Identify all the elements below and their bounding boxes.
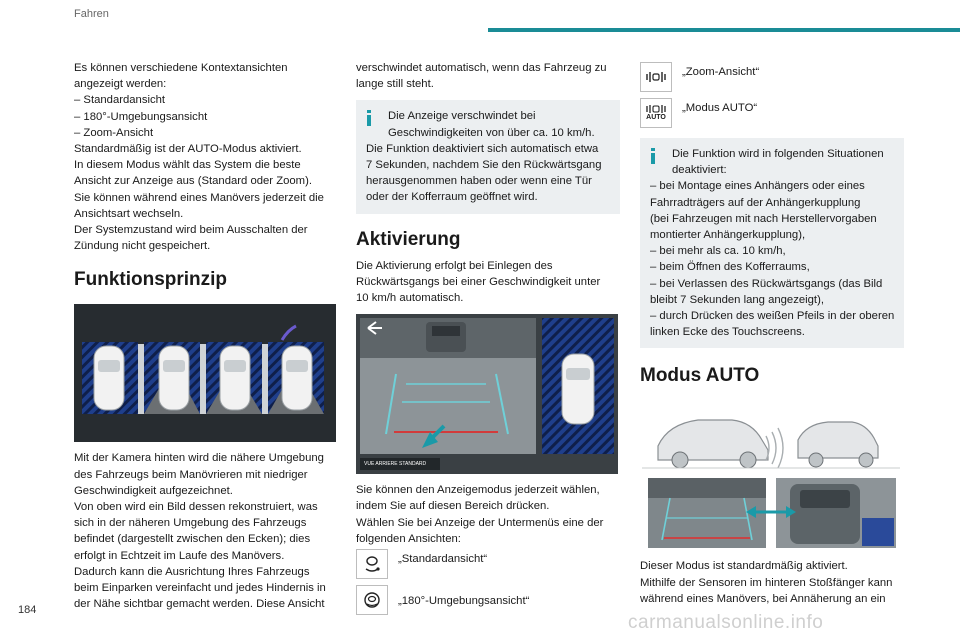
mode-select-text	[356, 482, 620, 547]
text-line: 10 km/h automatisch.	[356, 292, 464, 305]
text-line: – bei Verlassen des Rückwärtsgangs (das Bild	[650, 277, 883, 290]
text-line: Sie können den Anzeigemodus jederzeit wählen,	[356, 484, 600, 497]
text-line: – Standardansicht	[74, 94, 166, 107]
mode-item-standard	[356, 549, 620, 579]
top-view-illustration	[74, 304, 336, 442]
text-line: Ansicht zur Anzeige aus (Standard oder Zoom).	[74, 175, 312, 188]
top-view-cars-graphic	[74, 304, 336, 442]
info-box-deactivation	[640, 138, 904, 348]
text-line: herausgenommen haben oder wenn eine Tür	[366, 175, 592, 188]
text-line: Rückwärtsgangs bei einer Geschwindigkeit unter	[356, 275, 601, 288]
column-3	[640, 60, 904, 607]
mode-label: „Standardansicht“	[398, 553, 488, 566]
text-line: montierter Anhängerkupplung),	[650, 229, 806, 242]
text-line: deaktiviert:	[672, 164, 727, 177]
mode-item-zoom	[640, 62, 904, 92]
text-line: folgenden Ansichten:	[356, 532, 461, 545]
section-heading-aktivierung: Aktivierung	[356, 228, 461, 250]
text-line: sich in der näheren Umgebung des Fahrzeugs	[74, 517, 307, 530]
page-number: 184	[18, 604, 37, 616]
text-line: indem Sie auf diesen Bereich drücken.	[356, 500, 550, 513]
mode-item-180	[356, 585, 620, 615]
text-line: Der Systemzustand wird beim Ausschalten der	[74, 224, 308, 237]
text-line: Wählen Sie bei Anzeige der Untermenüs eine der	[356, 516, 604, 529]
principle-text	[74, 450, 336, 612]
text-line: oder der Kofferraum geöffnet wird.	[366, 191, 538, 204]
text-line: lange still steht.	[356, 78, 434, 91]
auto-mode-icon	[640, 98, 672, 128]
camera-view-label[interactable]: VUE ARRIERE STANDARD	[364, 461, 427, 468]
rear-camera-graphic	[356, 314, 618, 474]
chapter-title: Fahren	[74, 8, 109, 20]
zoom-view-icon	[640, 62, 672, 92]
intro-text	[74, 60, 336, 254]
text-line: In diesem Modus wählt das System die beste	[74, 159, 301, 172]
mode-label: „Zoom-Ansicht“	[682, 66, 760, 78]
header-accent-bar	[488, 28, 960, 32]
text-line: Dieser Modus ist standardmäßig aktiviert.	[640, 560, 848, 573]
auto-mode-illustration	[640, 400, 902, 550]
mode-item-auto	[640, 98, 904, 128]
mode-label: „180°-Umgebungsansicht“	[398, 595, 530, 608]
column-2	[356, 60, 620, 621]
text-line: befindet (dargestellt zwischen den Ecken); dies	[74, 533, 311, 546]
text-line: der Nähe sichtbar gemacht werden. Diese Ansicht	[74, 598, 325, 611]
text-line: erfolgt in Echtzeit im Laufe des Manövers.	[74, 549, 285, 562]
text-line: – bei mehr als ca. 10 km/h,	[650, 245, 786, 258]
watermark: carmanualsonline.info	[628, 612, 824, 633]
180-view-icon	[356, 585, 388, 615]
text-line: Mit der Kamera hinten wird die nähere Umgebung	[74, 452, 324, 465]
text-line: – 180°-Umgebungsansicht	[74, 110, 208, 123]
text-line: verschwindet automatisch, wenn das Fahrzeug zu	[356, 62, 607, 74]
text-line: – beim Öffnen des Kofferraums,	[650, 261, 810, 274]
text-line: (bei Fahrzeugen mit nach Herstellervorgaben	[650, 212, 877, 225]
text-line: Geschwindigkeit aufgezeichnet.	[74, 484, 233, 497]
text-line: – Zoom-Ansicht	[74, 126, 154, 139]
text-line: während eines Manövers, bei Annäherung an ein	[640, 592, 886, 605]
text-line: Geschwindigkeiten von über ca. 10 km/h.	[388, 126, 595, 139]
section-heading-modus-auto: Modus AUTO	[640, 365, 760, 387]
info-box-display	[356, 100, 620, 213]
text-line: – durch Drücken des weißen Pfeils in der oberen	[650, 310, 895, 323]
column-1	[74, 60, 336, 612]
info-icon	[650, 148, 656, 164]
text-line: Mithilfe der Sensoren im hinteren Stoßfänger kann	[640, 576, 893, 589]
text-line: Fahrradträgers auf der Anhängerkupplung	[650, 196, 861, 209]
text-line: Ansichtsart wechseln.	[74, 207, 184, 220]
auto-icon-text: AUTO	[646, 114, 666, 121]
text-line: Die Aktivierung erfolgt bei Einlegen des	[356, 259, 553, 272]
activation-text	[356, 258, 620, 307]
text-line: 7 Sekunden, nachdem Sie den Rückwärtsgang	[366, 159, 602, 172]
standard-view-icon	[356, 549, 388, 579]
mode-label: „Modus AUTO“	[682, 102, 758, 114]
text-line: – bei Montage eines Anhängers oder eines	[650, 180, 865, 193]
text-line: Die Funktion wird in folgenden Situationen	[672, 148, 884, 160]
text-line: Sie können während eines Manövers jederzeit die	[74, 191, 324, 204]
section-heading-funktionsprinzip: Funktionsprinzip	[74, 269, 228, 291]
text-line: linken Ecke des Touchscreens.	[650, 326, 805, 339]
text-line: Die Anzeige verschwindet bei	[388, 110, 536, 123]
text-line: Standardmäßig ist der AUTO-Modus aktiviert.	[74, 143, 302, 156]
auto-mode-text	[640, 558, 904, 607]
text-line: des Fahrzeugs beim Manövrieren mit niedriger	[74, 468, 308, 481]
text-line: Dadurch kann die Ausrichtung Ihres Fahrzeugs	[74, 565, 310, 578]
info-icon	[366, 110, 372, 126]
text-line: bleibt 7 Sekunden lang angezeigt),	[650, 293, 824, 306]
text-line: Die Funktion deaktiviert sich automatisch etwa	[366, 142, 599, 155]
text-line: Zündung nicht gespeichert.	[74, 240, 211, 253]
text-line: Es können verschiedene Kontextansichten	[74, 62, 288, 74]
text-line: Von oben wird ein Bild dessen rekonstruiert, was	[74, 501, 318, 514]
text-line: angezeigt werden:	[74, 78, 167, 91]
text-line: beim Einparken vereinfacht und jedes Hindernis in	[74, 582, 326, 595]
auto-mode-cars-graphic	[640, 400, 902, 550]
rear-camera-screen-illustration	[356, 314, 618, 474]
